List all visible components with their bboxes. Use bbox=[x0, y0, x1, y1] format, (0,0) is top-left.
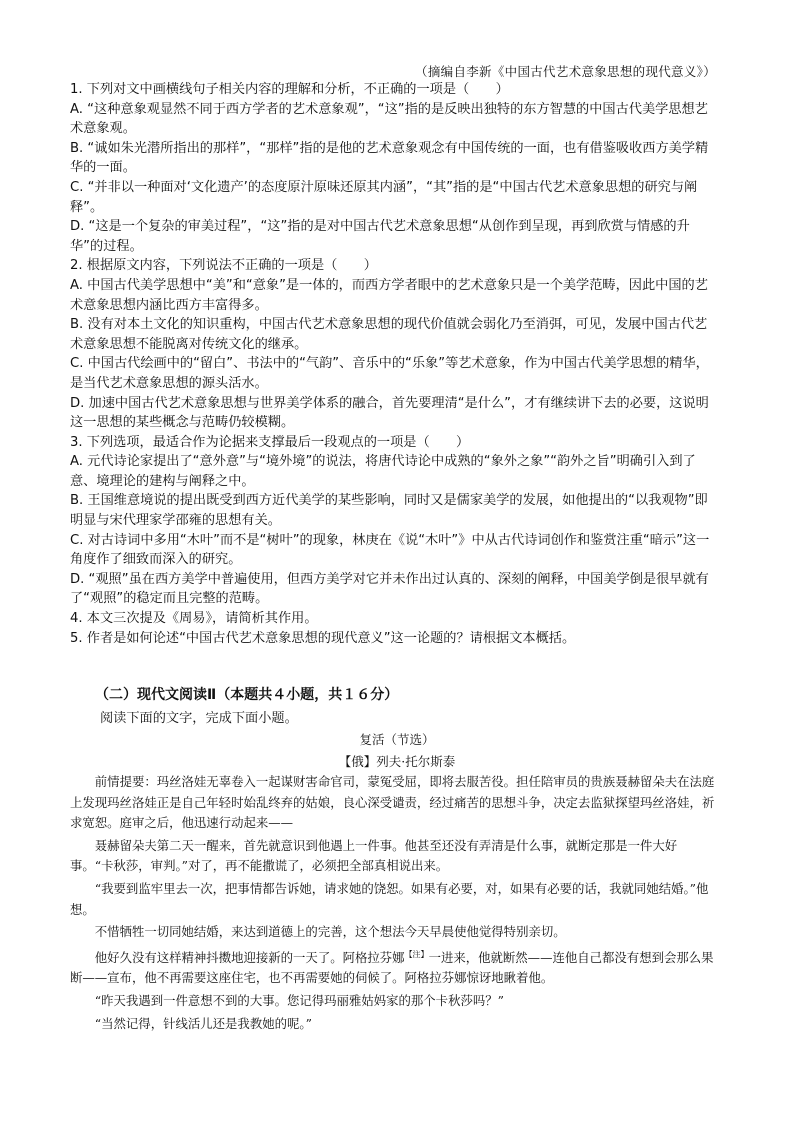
question-3-option-b: B. 王国维意境说的提出既受到西方近代美学的某些影响，同时又是儒家美学的发展，如他提出的“以我观物”即明显与宋代理家学邵雍的思想有关。 bbox=[70, 493, 708, 529]
story-author: 【俄】列夫·托尔斯泰 bbox=[338, 754, 456, 769]
question-1-stem: 1. 下列对文中画横线句子相关内容的理解和分析，不正确的一项是（ ） bbox=[70, 82, 509, 97]
story-paragraph: 聂赫留朵夫第二天一醒来，首先就意识到他遇上一件事。他甚至还没有弄清是什么事，就断定那是一件大好事。“卡秋莎，审判。”对了，再不能撒谎了，必须把全部真相说出来。 bbox=[70, 837, 678, 874]
question-3-option-c: C. 对古诗词中多用“木叶”而不是“树叶”的现象，林庚在《说“木叶”》中从古代诗词创作和鉴赏注重“暗示”这一角度作了细致而深入的研究。 bbox=[70, 532, 710, 568]
question-3-stem: 3. 下列选项，最适合作为论据来支撑最后一段观点的一项是（ ） bbox=[70, 434, 470, 450]
question-3-option-a: A. 元代诗论家提出了“意外意”与“境外境”的说法，将唐代诗论中成熟的“象外之象”“韵外之旨”明确引入到了意、境理论的建构与阐释之中。 bbox=[70, 454, 696, 489]
story-paragraph: “我要到监牢里去一次，把事情都告诉她，请求她的饶恕。如果有必要，对，如果有必要的话，我就同她结婚。”他想。 bbox=[70, 880, 709, 917]
question-1-option-d: D. “这是一个复杂的审美过程”，“这”指的是对中国古代艺术意象思想“从创作到呈现，再到欣赏与情感的升华”的过程。 bbox=[70, 219, 690, 254]
story-body bbox=[70, 772, 720, 1036]
note-marker: 【注】 bbox=[404, 949, 429, 959]
question-1-option-a: A. “这种意象观显然不同于西方学者的艺术意象观”，“这”指的是反映出独特的东方智慧的中国古代美学思想艺术意象观。 bbox=[70, 101, 708, 137]
section-title: （二）现代文阅读Ⅱ（本题共４小题，共１６分） bbox=[95, 687, 399, 703]
question-2-option-b: B. 没有对本土文化的知识重构，中国古代艺术意象思想的现代价值就会弱化乃至消弭，可见，发展中国古代艺术意象思想不能脱离对传统文化的继承。 bbox=[70, 317, 708, 352]
question-2-option-c: C. 中国古代绘画中的“留白”、书法中的“气韵”、音乐中的“乐象”等艺术意象，作为中国古代美学思想的精华，是当代艺术意象思想的源头活水。 bbox=[70, 356, 709, 391]
question-3-option-d: D. “观照”虽在西方美学中普遍使用，但西方美学对它并未作出过认真的、深刻的阐释，中国美学倒是很早就有了“观照”的稳定而且完整的范畴。 bbox=[70, 571, 709, 607]
question-2-stem: 2. 根据原文内容，下列说法不正确的一项是（ ） bbox=[70, 258, 377, 274]
story-paragraph: “昨天我遇到一件意想不到的大事。您记得玛丽雅姑妈家的那个卡秋莎吗？” bbox=[94, 993, 504, 1009]
source-citation: （摘编自李新《中国古代艺术意象思想的现代意义》） bbox=[415, 64, 716, 79]
question-5-stem: 5. 作者是如何论述“中国古代艺术意象思想的现代意义”这一论题的？请根据文本概括。 bbox=[70, 630, 576, 646]
story-title: 复活（节选） bbox=[359, 732, 435, 747]
section-instruction: 阅读下面的文字，完成下面小题。 bbox=[100, 711, 298, 726]
question-2-option-a: A. 中国古代美学思想中“美”和“意象”是一体的，而西方学者眼中的艺术意象只是一个美学范畴，因此中国的艺术意象思想内涵比西方丰富得多。 bbox=[70, 277, 708, 313]
story-paragraph: 不惜牺牲一切同她结婚，来达到道德上的完善，这个想法今天早晨使他觉得特别亲切。 bbox=[94, 924, 566, 940]
question-1-option-b: B. “诚如朱光潜所指出的那样”，“那样”指的是他的艺术意象观念有中国传统的一面，也有借鉴吸收西方美学精华的一面。 bbox=[70, 140, 709, 176]
story-paragraph-part: 他好久没有这样精神抖擞地迎接新的一天了。阿格拉芬娜 bbox=[94, 949, 405, 965]
question-1-option-c: C. “并非以一种面对‘文化遗产’的态度原汁原味还原其内涵”，“其”指的是“中国古代艺术意象思想的研究与阐释”。 bbox=[70, 179, 698, 215]
story-paragraph: “当然记得，针线活儿还是我教她的呢。” bbox=[94, 1015, 312, 1031]
story-paragraph bbox=[70, 945, 720, 989]
question-4-stem: 4. 本文三次提及《周易》，请简析其作用。 bbox=[70, 611, 318, 627]
story-paragraph: 前情提要：玛丝洛娃无辜卷入一起谋财害命官司，蒙冤受屈，即将去服苦役。担任陪审员的贵族聂赫留朵夫在法庭上发现玛丝洛娃正是自己年轻时始乱终弃的姑娘，良心深受谴责，经过痛苦的思想斗争，决定去监狱探望玛丝洛娃，祈求宽恕。庭审之后，他迅速行动起来—— bbox=[70, 774, 715, 831]
story-paragraph-part: 一进来，他就断然——连他自己都没有想到会那么果断——宣布，他不再需要这座住宅，也不再需要她的伺候了。阿格拉芬娜惊讶地瞅着他。 bbox=[70, 949, 714, 986]
questions-area bbox=[70, 80, 720, 648]
question-2-option-d: D. 加速中国古代艺术意象思想与世界美学体系的融合，首先要理清“是什么”，才有继续讲下去的必要，这说明这一思想的某些概念与范畴仍较模糊。 bbox=[70, 395, 709, 431]
